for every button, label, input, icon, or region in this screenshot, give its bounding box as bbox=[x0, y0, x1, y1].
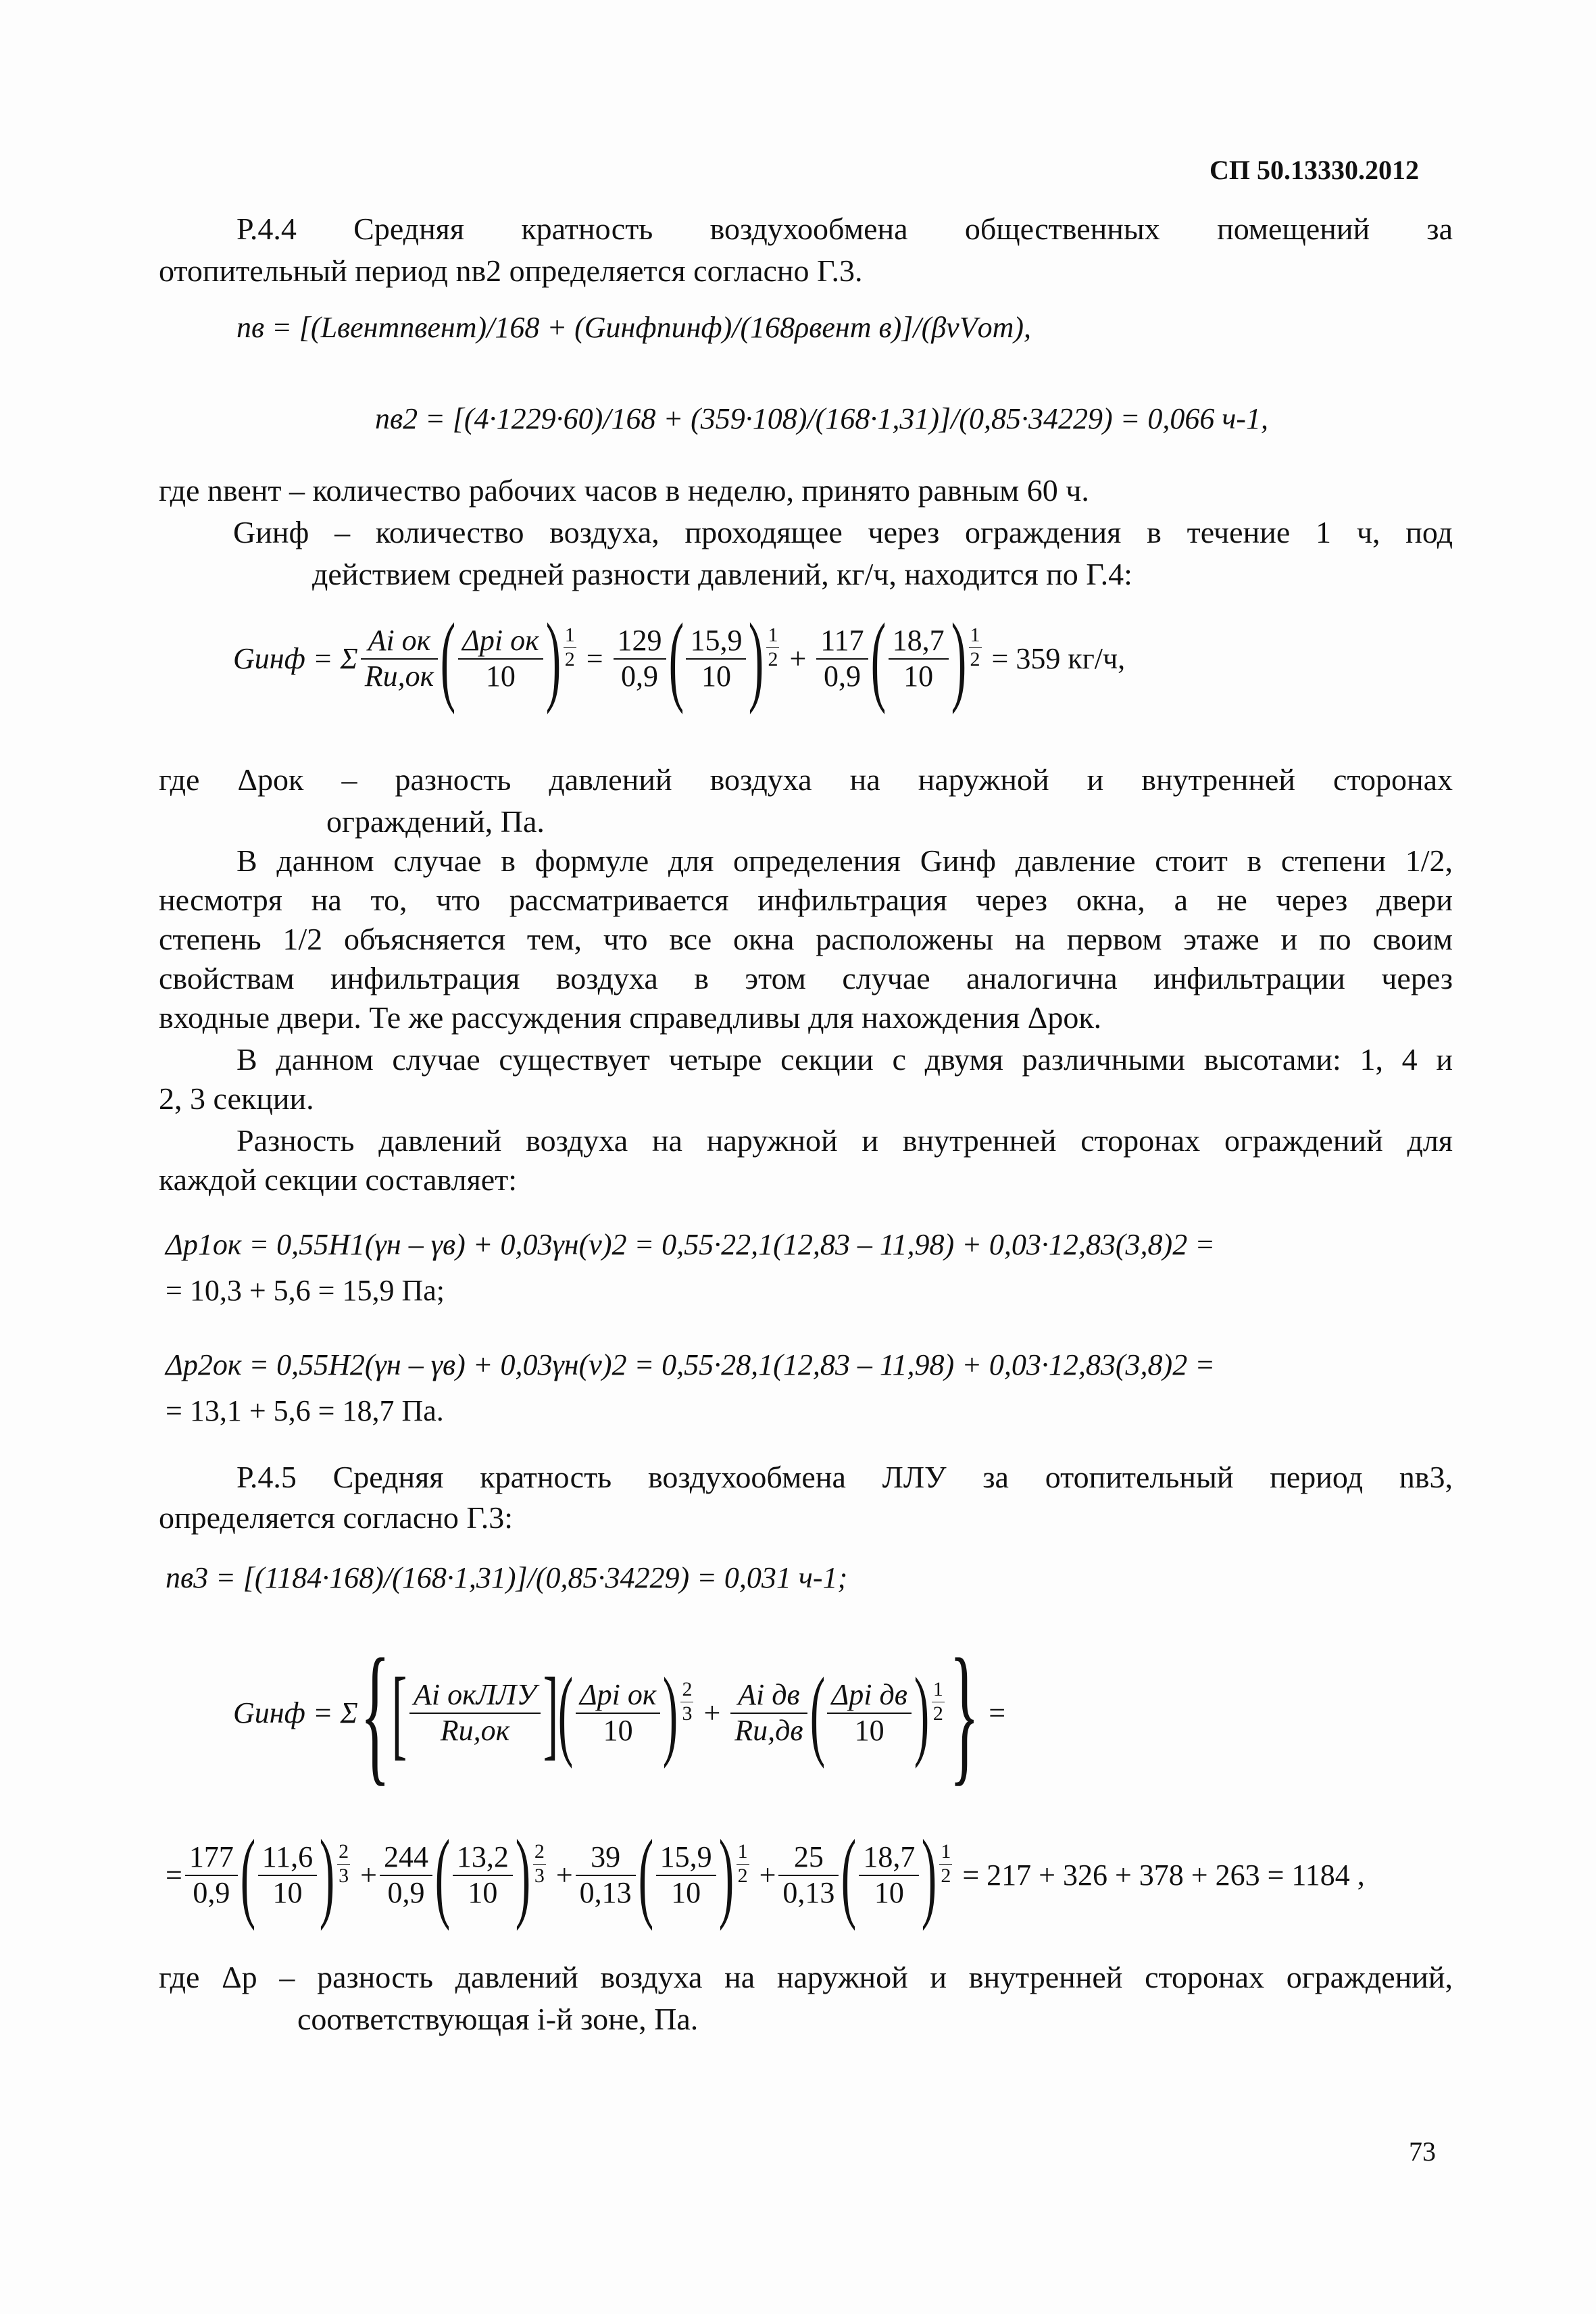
p44-line1: Р.4.4 Средняя кратность воздухообмена общественных помещений за bbox=[236, 212, 1453, 246]
formula-nv3: nв3 = [(1184·168)/(168·1,31)]/(0,85·34229) = 0,031 ч-1; bbox=[166, 1561, 848, 1594]
formula-dp1-line1: Δp1ок = 0,55H1(γн – γв) + 0,03γн(v)2 = 0,55·22,1(12,83 – 11,98) + 0,03·12,83(3,8)2 = bbox=[166, 1228, 1215, 1261]
formula-nv: nв = [(Lвентnвент)/168 + (Gинфnинф)/(168ρвент в)]/(βvVот), bbox=[236, 311, 1032, 344]
para3-line1: Разность давлений воздуха на наружной и внутренней сторонах ограждений для bbox=[236, 1123, 1453, 1158]
para1-line2: несмотря на то, что рассматривается инфильтрация через окна, а не через двери bbox=[159, 883, 1453, 917]
formula-nv2: nв2 = [(4·1229·60)/168 + (359·108)/(168·1,31)]/(0,85·34229) = 0,066 ч-1, bbox=[375, 402, 1268, 435]
ginf2-frac-c: Ai дв Rи,дв bbox=[730, 1678, 807, 1748]
def-dp-zone-2: соответствующая i-й зоне, Па. bbox=[297, 2002, 699, 2036]
ginf2-frac-d: Δpi дв 10 bbox=[827, 1678, 911, 1748]
formula-dp1-line2: = 10,3 + 5,6 = 15,9 Па; bbox=[166, 1274, 445, 1307]
def-ginf-2: действием средней разности давлений, кг/ч, находится по Г.4: bbox=[312, 557, 1132, 591]
para1-line5: входные двери. Те же рассуждения справедливы для нахождения Δpок. bbox=[159, 1000, 1102, 1035]
ginf2-lhs: Gинф = Σ bbox=[233, 1696, 358, 1729]
ginf-frac1: Ai ок Rи,ок bbox=[361, 624, 438, 693]
para1-line1: В данном случае в формуле для определения Gинф давление стоит в степени 1/2, bbox=[236, 843, 1453, 878]
p44-line2: отопительный период nв2 определяется согласно Г.3. bbox=[159, 253, 863, 288]
ginf-lhs: Gинф = Σ bbox=[233, 642, 358, 675]
para2-line2: 2, 3 секции. bbox=[159, 1081, 314, 1116]
formula-ginf2-eval: = $\frac{177}{0,9}$ ( 11,6 10 ) $\frac{2}{3}$ + $\frac{244}{0,9}$ ( 13,2 10 ) $\frac{2}{3}$ + $\frac{39}{0,13}$ ( 15,9 10 ) $\frac{1}{2}$ + $\frac{25}{0,13}$ ( 18,7 10 ) $\frac{1}{2}$ = 217 + 326 + 378 + 263 = 1184 , bbox=[166, 1819, 1365, 1931]
para3-line2: каждой секции составляет: bbox=[159, 1162, 518, 1197]
formula-ginf2: Gинф = Σ { [ Ai окЛЛУ Rи,ок ] ( Δpi ок 10 ) $\frac{2}{3}$ + Ai дв Rи,дв ( Δpi дв 10 ) $\frac{1}{2}$ } = bbox=[233, 1627, 1006, 1799]
def-dp-2: ограждений, Па. bbox=[326, 804, 545, 839]
formula-dp2-line1: Δp2ок = 0,55H2(γн – γв) + 0,03γн(v)2 = 0,55·28,1(12,83 – 11,98) + 0,03·12,83(3,8)2 = bbox=[166, 1348, 1215, 1381]
def-ginf-1: Gинф – количество воздуха, проходящее через ограждения в течение 1 ч, под bbox=[233, 515, 1453, 549]
p45-line2: определяется согласно Г.3: bbox=[159, 1500, 514, 1535]
formula-ginf: Gинф = Σ Ai ок Rи,ок ( Δpi ок 10 ) $\frac{1}{2}$ = $\frac{129}{0,9}$ ( 15,9 10 ) $\frac{1}{2}$ + $\frac{117}{0,9}$ ( 18,7 10 ) $\frac{1}{2}$ = 359 кг/ч, bbox=[233, 603, 1126, 715]
def-nvent: где nвент – количество рабочих часов в неделю, принято равным 60 ч. bbox=[159, 473, 1089, 508]
ginf2-frac-a: Ai окЛЛУ Rи,ок bbox=[409, 1678, 541, 1748]
ginf-result: = 359 кг/ч, bbox=[991, 642, 1126, 675]
p45-line1: Р.4.5 Средняя кратность воздухообмена ЛЛУ за отопительный период nв3, bbox=[236, 1460, 1453, 1494]
formula-dp2-line2: = 13,1 + 5,6 = 18,7 Па. bbox=[166, 1394, 444, 1427]
para1-line3: степень 1/2 объясняется тем, что все окна расположены на первом этаже и по своим bbox=[159, 922, 1453, 956]
document-code: СП 50.13330.2012 bbox=[1210, 155, 1419, 185]
ginf2-frac-b: Δpi ок 10 bbox=[576, 1678, 661, 1748]
para1-line4: свойствам инфильтрация воздуха в этом случае аналогична инфильтрации через bbox=[159, 961, 1453, 995]
ginf-frac2: Δpi ок 10 bbox=[458, 624, 543, 693]
ginf-t1-coef: $\frac{129}{0,9}$ bbox=[614, 624, 666, 693]
def-dp-zone-1: где Δp – разность давлений воздуха на наружной и внутренней сторонах ограждений, bbox=[159, 1960, 1453, 1994]
ginf-t2-coef: $\frac{117}{0,9}$ bbox=[816, 624, 868, 693]
ginf2-result: = 217 + 326 + 378 + 263 = 1184 , bbox=[962, 1858, 1365, 1892]
page-number: 73 bbox=[1409, 2136, 1436, 2167]
def-dp-1: где Δpок – разность давлений воздуха на наружной и внутренней сторонах bbox=[159, 762, 1453, 797]
para2-line1: В данном случае существует четыре секции с двумя различными высотами: 1, 4 и bbox=[236, 1042, 1453, 1077]
